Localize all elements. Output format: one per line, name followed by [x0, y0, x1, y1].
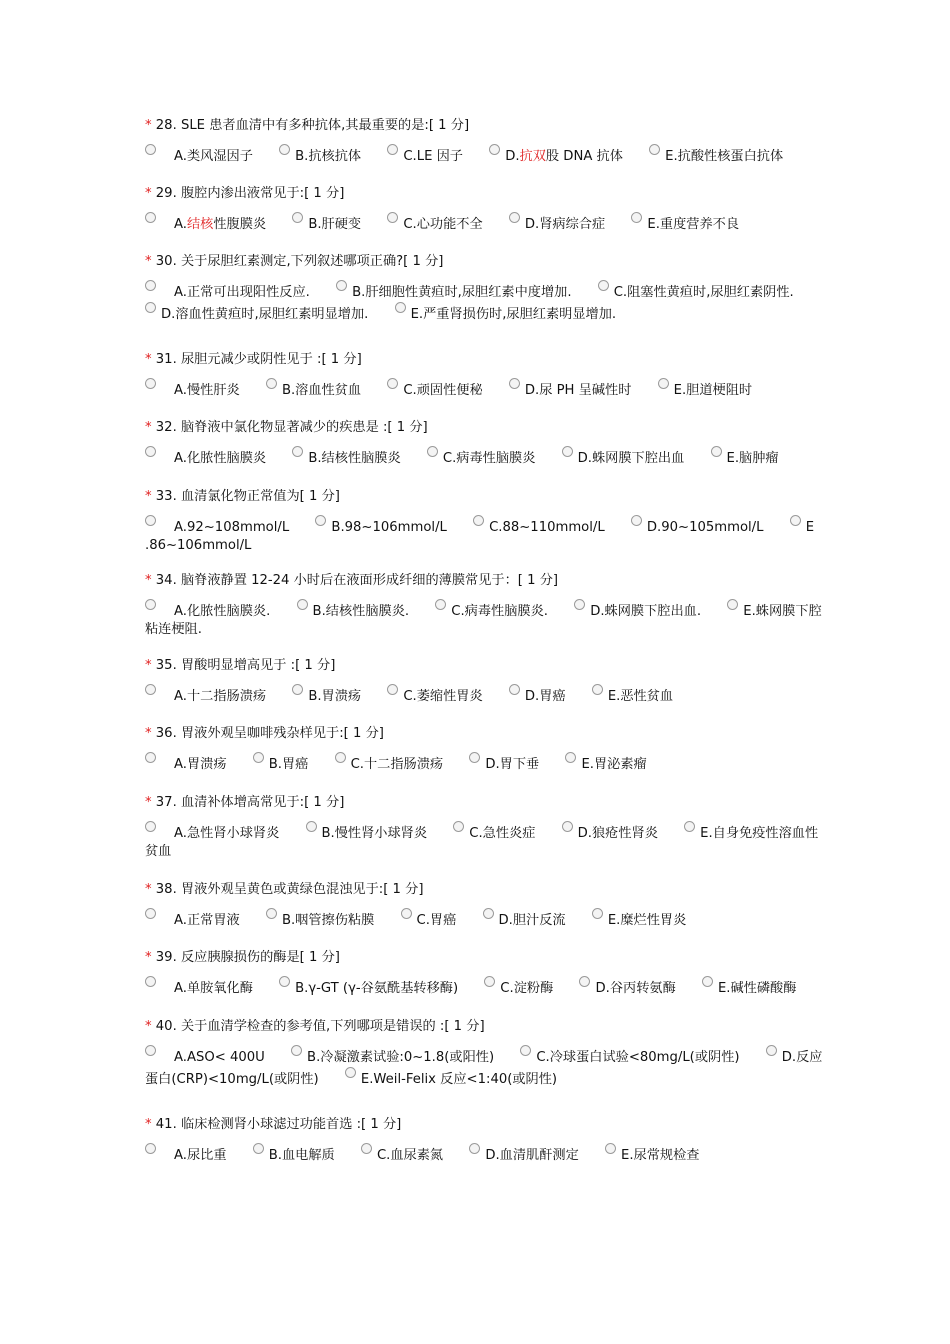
- question-text: 35. 胃酸明显增高见于 :[ 1 分]: [155, 658, 336, 673]
- radio-button[interactable]: [401, 908, 412, 919]
- option-label: A.化脓性脑膜炎: [174, 451, 267, 466]
- option-label: A.类风湿因子: [174, 149, 253, 164]
- question-title: [145, 572, 825, 590]
- required-star: *: [145, 950, 156, 965]
- radio-button[interactable]: [598, 280, 609, 291]
- options-group: [145, 821, 825, 861]
- option-label: C.LE 因子: [403, 149, 463, 164]
- option-label: E.脑肿瘤: [726, 451, 779, 466]
- question-text: 33. 血清氯化物正常值为[ 1 分]: [155, 489, 340, 504]
- radio-button[interactable]: [266, 378, 277, 389]
- option-label: B.溶血性贫血: [281, 383, 362, 398]
- question-9: [145, 725, 825, 774]
- radio-button[interactable]: [453, 821, 464, 832]
- option-label: D.溶血性黄疸时,尿胆红素明显增加.: [161, 307, 369, 322]
- option-label: A.十二指肠溃疡: [174, 689, 267, 704]
- question-2: [145, 185, 825, 234]
- radio-button[interactable]: [427, 446, 438, 457]
- option-label: B.98~106mmol/L: [331, 520, 447, 535]
- question-title: [145, 949, 825, 967]
- options-group: [145, 684, 825, 706]
- required-star: *: [145, 420, 156, 435]
- radio-button[interactable]: [387, 212, 398, 223]
- option-label: B.胃溃疡: [308, 689, 362, 704]
- required-star: *: [145, 254, 156, 269]
- option-label: C.血尿素氮: [376, 1148, 444, 1163]
- radio-button[interactable]: [279, 144, 290, 155]
- radio-button[interactable]: [145, 599, 156, 610]
- option-label: E.蛛网膜下腔粘连梗阻.: [145, 604, 822, 637]
- radio-button[interactable]: [562, 821, 573, 832]
- options-group: [145, 515, 825, 555]
- option-label: E.胃泌素瘤: [581, 757, 647, 772]
- radio-button[interactable]: [145, 821, 156, 832]
- required-star: *: [145, 489, 156, 504]
- radio-button[interactable]: [315, 515, 326, 526]
- radio-button[interactable]: [790, 515, 801, 526]
- option-label: A.92~108mmol/L: [174, 520, 290, 535]
- radio-button[interactable]: [145, 908, 156, 919]
- option-label: A.化脓性脑膜炎.: [174, 604, 271, 619]
- options-group: [145, 1045, 825, 1089]
- option-label: E.恶性贫血: [607, 689, 674, 704]
- option-label: E.碱性磷酸酶: [717, 981, 797, 996]
- option-label: B.慢性肾小球肾炎: [321, 826, 428, 841]
- option-label: C.88~110mmol/L: [489, 520, 605, 535]
- required-star: *: [145, 1117, 156, 1132]
- option-label: A.正常胃液: [174, 913, 240, 928]
- radio-button[interactable]: [605, 1143, 616, 1154]
- option-label: D.尿 PH 呈碱性时: [524, 383, 632, 398]
- radio-button[interactable]: [292, 446, 303, 457]
- question-13: [145, 1018, 825, 1089]
- options-group: [145, 212, 825, 234]
- radio-button[interactable]: [684, 821, 695, 832]
- option-text-part: A.: [174, 217, 187, 232]
- option-label: E.尿常规检查: [621, 1148, 700, 1163]
- required-star: *: [145, 118, 156, 133]
- radio-button[interactable]: [306, 821, 317, 832]
- radio-button[interactable]: [145, 280, 156, 291]
- question-title: [145, 351, 825, 369]
- radio-button[interactable]: [145, 144, 156, 155]
- question-text: 31. 尿胆元减少或阴性见于 :[ 1 分]: [155, 352, 362, 367]
- option-label: B.抗核抗体: [295, 149, 362, 164]
- option-label: E.抗酸性核蛋白抗体: [665, 149, 784, 164]
- question-title: [145, 253, 825, 271]
- required-star: *: [145, 726, 156, 741]
- radio-button[interactable]: [253, 752, 264, 763]
- radio-button[interactable]: [291, 1045, 302, 1056]
- radio-button[interactable]: [592, 908, 603, 919]
- radio-button[interactable]: [483, 908, 494, 919]
- option-label: C.病毒性脑膜炎.: [451, 604, 548, 619]
- required-star: *: [145, 1019, 156, 1034]
- required-star: *: [145, 573, 156, 588]
- radio-button[interactable]: [145, 212, 156, 223]
- radio-button[interactable]: [469, 752, 480, 763]
- question-5: [145, 419, 825, 468]
- question-8: [145, 657, 825, 706]
- radio-button[interactable]: [292, 684, 303, 695]
- question-11: [145, 881, 825, 930]
- option-label: B.肝硬变: [308, 217, 362, 232]
- radio-button[interactable]: [727, 599, 738, 610]
- option-label: D.肾病综合症: [524, 217, 606, 232]
- radio-button[interactable]: [145, 752, 156, 763]
- options-group: [145, 446, 825, 468]
- option-label: E.严重肾损伤时,尿胆红素明显增加.: [410, 307, 617, 322]
- question-text: 34. 脑脊液静置 12-24 小时后在液面形成纤细的薄膜常见于：[ 1 分]: [155, 573, 559, 588]
- options-group: [145, 976, 825, 998]
- option-label: C.十二指肠溃疡: [350, 757, 444, 772]
- radio-button[interactable]: [509, 684, 520, 695]
- radio-button[interactable]: [592, 684, 603, 695]
- question-text: 32. 脑脊液中氯化物显著减少的疾患是 :[ 1 分]: [155, 420, 428, 435]
- radio-button[interactable]: [649, 144, 660, 155]
- radio-button[interactable]: [266, 908, 277, 919]
- radio-button[interactable]: [435, 599, 446, 610]
- question-title: [145, 185, 825, 203]
- option-text-part: 股 DNA 抗体: [545, 149, 623, 164]
- option-label: B.血电解质: [268, 1148, 335, 1163]
- option-text-part: 抗双: [519, 149, 546, 164]
- option-label: C.顽固性便秘: [403, 383, 483, 398]
- option-label: A.胃溃疡: [174, 757, 227, 772]
- radio-button[interactable]: [145, 1045, 156, 1056]
- radio-button[interactable]: [345, 1067, 356, 1078]
- option-label: C.病毒性脑膜炎: [442, 451, 536, 466]
- radio-button[interactable]: [766, 1045, 777, 1056]
- radio-button[interactable]: [361, 1143, 372, 1154]
- option-label: D.血清肌酐测定: [485, 1148, 579, 1163]
- required-star: *: [145, 352, 156, 367]
- question-text: 30. 关于尿胆红素测定,下列叙述哪项正确?[ 1 分]: [155, 254, 444, 269]
- options-group: [145, 1143, 825, 1165]
- question-1: [145, 117, 825, 166]
- options-group: [145, 378, 825, 400]
- option-label: A.单胺氧化酶: [174, 981, 253, 996]
- radio-button[interactable]: [145, 976, 156, 987]
- option-label: E.Weil-Felix 反应<1:40(或阴性): [360, 1072, 558, 1087]
- option-label: D.蛛网膜下腔出血.: [590, 604, 702, 619]
- option-label: C.心功能不全: [403, 217, 483, 232]
- option-label: D.胃下垂: [485, 757, 540, 772]
- options-group: [145, 599, 825, 639]
- option-label: B.冷凝激素试验:0~1.8(或阳性): [307, 1050, 495, 1065]
- radio-button[interactable]: [297, 599, 308, 610]
- radio-button[interactable]: [565, 752, 576, 763]
- radio-button[interactable]: [145, 1143, 156, 1154]
- radio-button[interactable]: [484, 976, 495, 987]
- options-group: [145, 752, 825, 774]
- radio-button[interactable]: [631, 515, 642, 526]
- question-text: 36. 胃液外观呈咖啡残杂样见于:[ 1 分]: [155, 726, 384, 741]
- radio-button[interactable]: [145, 378, 156, 389]
- radio-button[interactable]: [395, 302, 406, 313]
- option-label: A.慢性肝炎: [174, 383, 240, 398]
- option-label: D.胆汁反流: [498, 913, 566, 928]
- radio-button[interactable]: [279, 976, 290, 987]
- option-label: B.γ-GT (γ-谷氨酰基转移酶): [295, 981, 459, 996]
- radio-button[interactable]: [336, 280, 347, 291]
- radio-button[interactable]: [145, 446, 156, 457]
- radio-button[interactable]: [145, 515, 156, 526]
- option-text-part: 性腹膜炎: [213, 217, 267, 232]
- question-7: [145, 572, 825, 639]
- option-label: B.咽管擦伤粘膜: [281, 913, 375, 928]
- option-label: E.糜烂性胃炎: [607, 913, 687, 928]
- radio-button[interactable]: [509, 378, 520, 389]
- radio-button[interactable]: [489, 144, 500, 155]
- option-label: D.反应蛋白(CRP)<10mg/L(或阴性): [145, 1050, 823, 1087]
- option-label: D.狼疮性肾炎: [577, 826, 658, 841]
- required-star: *: [145, 795, 156, 810]
- question-title: [145, 1116, 825, 1134]
- question-text: 28. SLE 患者血清中有多种抗体,其最重要的是:[ 1 分]: [155, 118, 470, 133]
- option-text-part: D.: [505, 149, 520, 164]
- question-title: [145, 117, 825, 135]
- option-label: B.结核性脑膜炎: [308, 451, 401, 466]
- question-10: [145, 794, 825, 861]
- option-label: A.ASO< 400U: [174, 1050, 265, 1065]
- option-label: A.正常可出现阳性反应.: [174, 285, 310, 300]
- question-12: [145, 949, 825, 998]
- radio-button[interactable]: [574, 599, 585, 610]
- question-text: 37. 血清补体增高常见于:[ 1 分]: [155, 795, 345, 810]
- option-label: E.重度营养不良: [647, 217, 740, 232]
- option-label: B.胃癌: [268, 757, 309, 772]
- radio-button[interactable]: [387, 684, 398, 695]
- option-label: D.90~105mmol/L: [646, 520, 764, 535]
- option-label: D.谷丙转氨酶: [595, 981, 676, 996]
- radio-button[interactable]: [335, 752, 346, 763]
- option-label: E .86~106mmol/L: [145, 520, 815, 553]
- question-text: 38. 胃液外观呈黄色或黄绿色混浊见于:[ 1 分]: [155, 882, 424, 897]
- option-label: B.肝细胞性黄疸时,尿胆红素中度增加.: [352, 285, 572, 300]
- question-title: [145, 881, 825, 899]
- option-label: C.冷球蛋白试验<80mg/L(或阴性): [536, 1050, 740, 1065]
- option-label: B.结核性脑膜炎.: [312, 604, 410, 619]
- radio-button[interactable]: [520, 1045, 531, 1056]
- required-star: *: [145, 882, 156, 897]
- option-label: E.自身免疫性溶血性贫血: [145, 826, 819, 859]
- option-label: A.急性肾小球肾炎: [174, 826, 280, 841]
- option-label: C.萎缩性胃炎: [403, 689, 483, 704]
- question-title: [145, 725, 825, 743]
- radio-button[interactable]: [473, 515, 484, 526]
- radio-button[interactable]: [702, 976, 713, 987]
- option-label: C.淀粉酶: [500, 981, 554, 996]
- options-group: [145, 280, 825, 324]
- radio-button[interactable]: [658, 378, 669, 389]
- question-14: [145, 1116, 825, 1165]
- question-6: [145, 488, 825, 555]
- radio-button[interactable]: [579, 976, 590, 987]
- option-label: C.急性炎症: [469, 826, 536, 841]
- radio-button[interactable]: [562, 446, 573, 457]
- option-label: E.胆道梗阻时: [673, 383, 753, 398]
- radio-button[interactable]: [253, 1143, 264, 1154]
- question-title: [145, 488, 825, 506]
- radio-button[interactable]: [292, 212, 303, 223]
- radio-button[interactable]: [145, 684, 156, 695]
- option-label: C.胃癌: [416, 913, 457, 928]
- question-4: [145, 351, 825, 400]
- option-label: C.阻塞性黄疸时,尿胆红素阴性.: [613, 285, 794, 300]
- radio-button[interactable]: [711, 446, 722, 457]
- radio-button[interactable]: [145, 302, 156, 313]
- question-3: [145, 253, 825, 324]
- options-group: [145, 144, 825, 166]
- option-label: D.胃癌: [524, 689, 566, 704]
- question-text: 40. 关于血清学检查的参考值,下列哪项是错误的 :[ 1 分]: [155, 1019, 485, 1034]
- radio-button[interactable]: [469, 1143, 480, 1154]
- required-star: *: [145, 658, 156, 673]
- option-text-part: 结核: [186, 217, 214, 232]
- radio-button[interactable]: [387, 144, 398, 155]
- required-star: *: [145, 186, 156, 201]
- radio-button[interactable]: [387, 378, 398, 389]
- option-label: [174, 217, 266, 232]
- option-label: D.蛛网膜下腔出血: [577, 451, 685, 466]
- question-title: [145, 657, 825, 675]
- radio-button[interactable]: [631, 212, 642, 223]
- option-label: A.尿比重: [174, 1148, 227, 1163]
- option-label: [505, 149, 623, 164]
- radio-button[interactable]: [509, 212, 520, 223]
- question-title: [145, 794, 825, 812]
- question-title: [145, 419, 825, 437]
- question-text: 41. 临床检测肾小球滤过功能首选 :[ 1 分]: [155, 1117, 402, 1132]
- options-group: [145, 908, 825, 930]
- question-text: 39. 反应胰腺损伤的酶是[ 1 分]: [155, 950, 340, 965]
- question-title: [145, 1018, 825, 1036]
- question-text: 29. 腹腔内渗出液常见于:[ 1 分]: [155, 186, 345, 201]
